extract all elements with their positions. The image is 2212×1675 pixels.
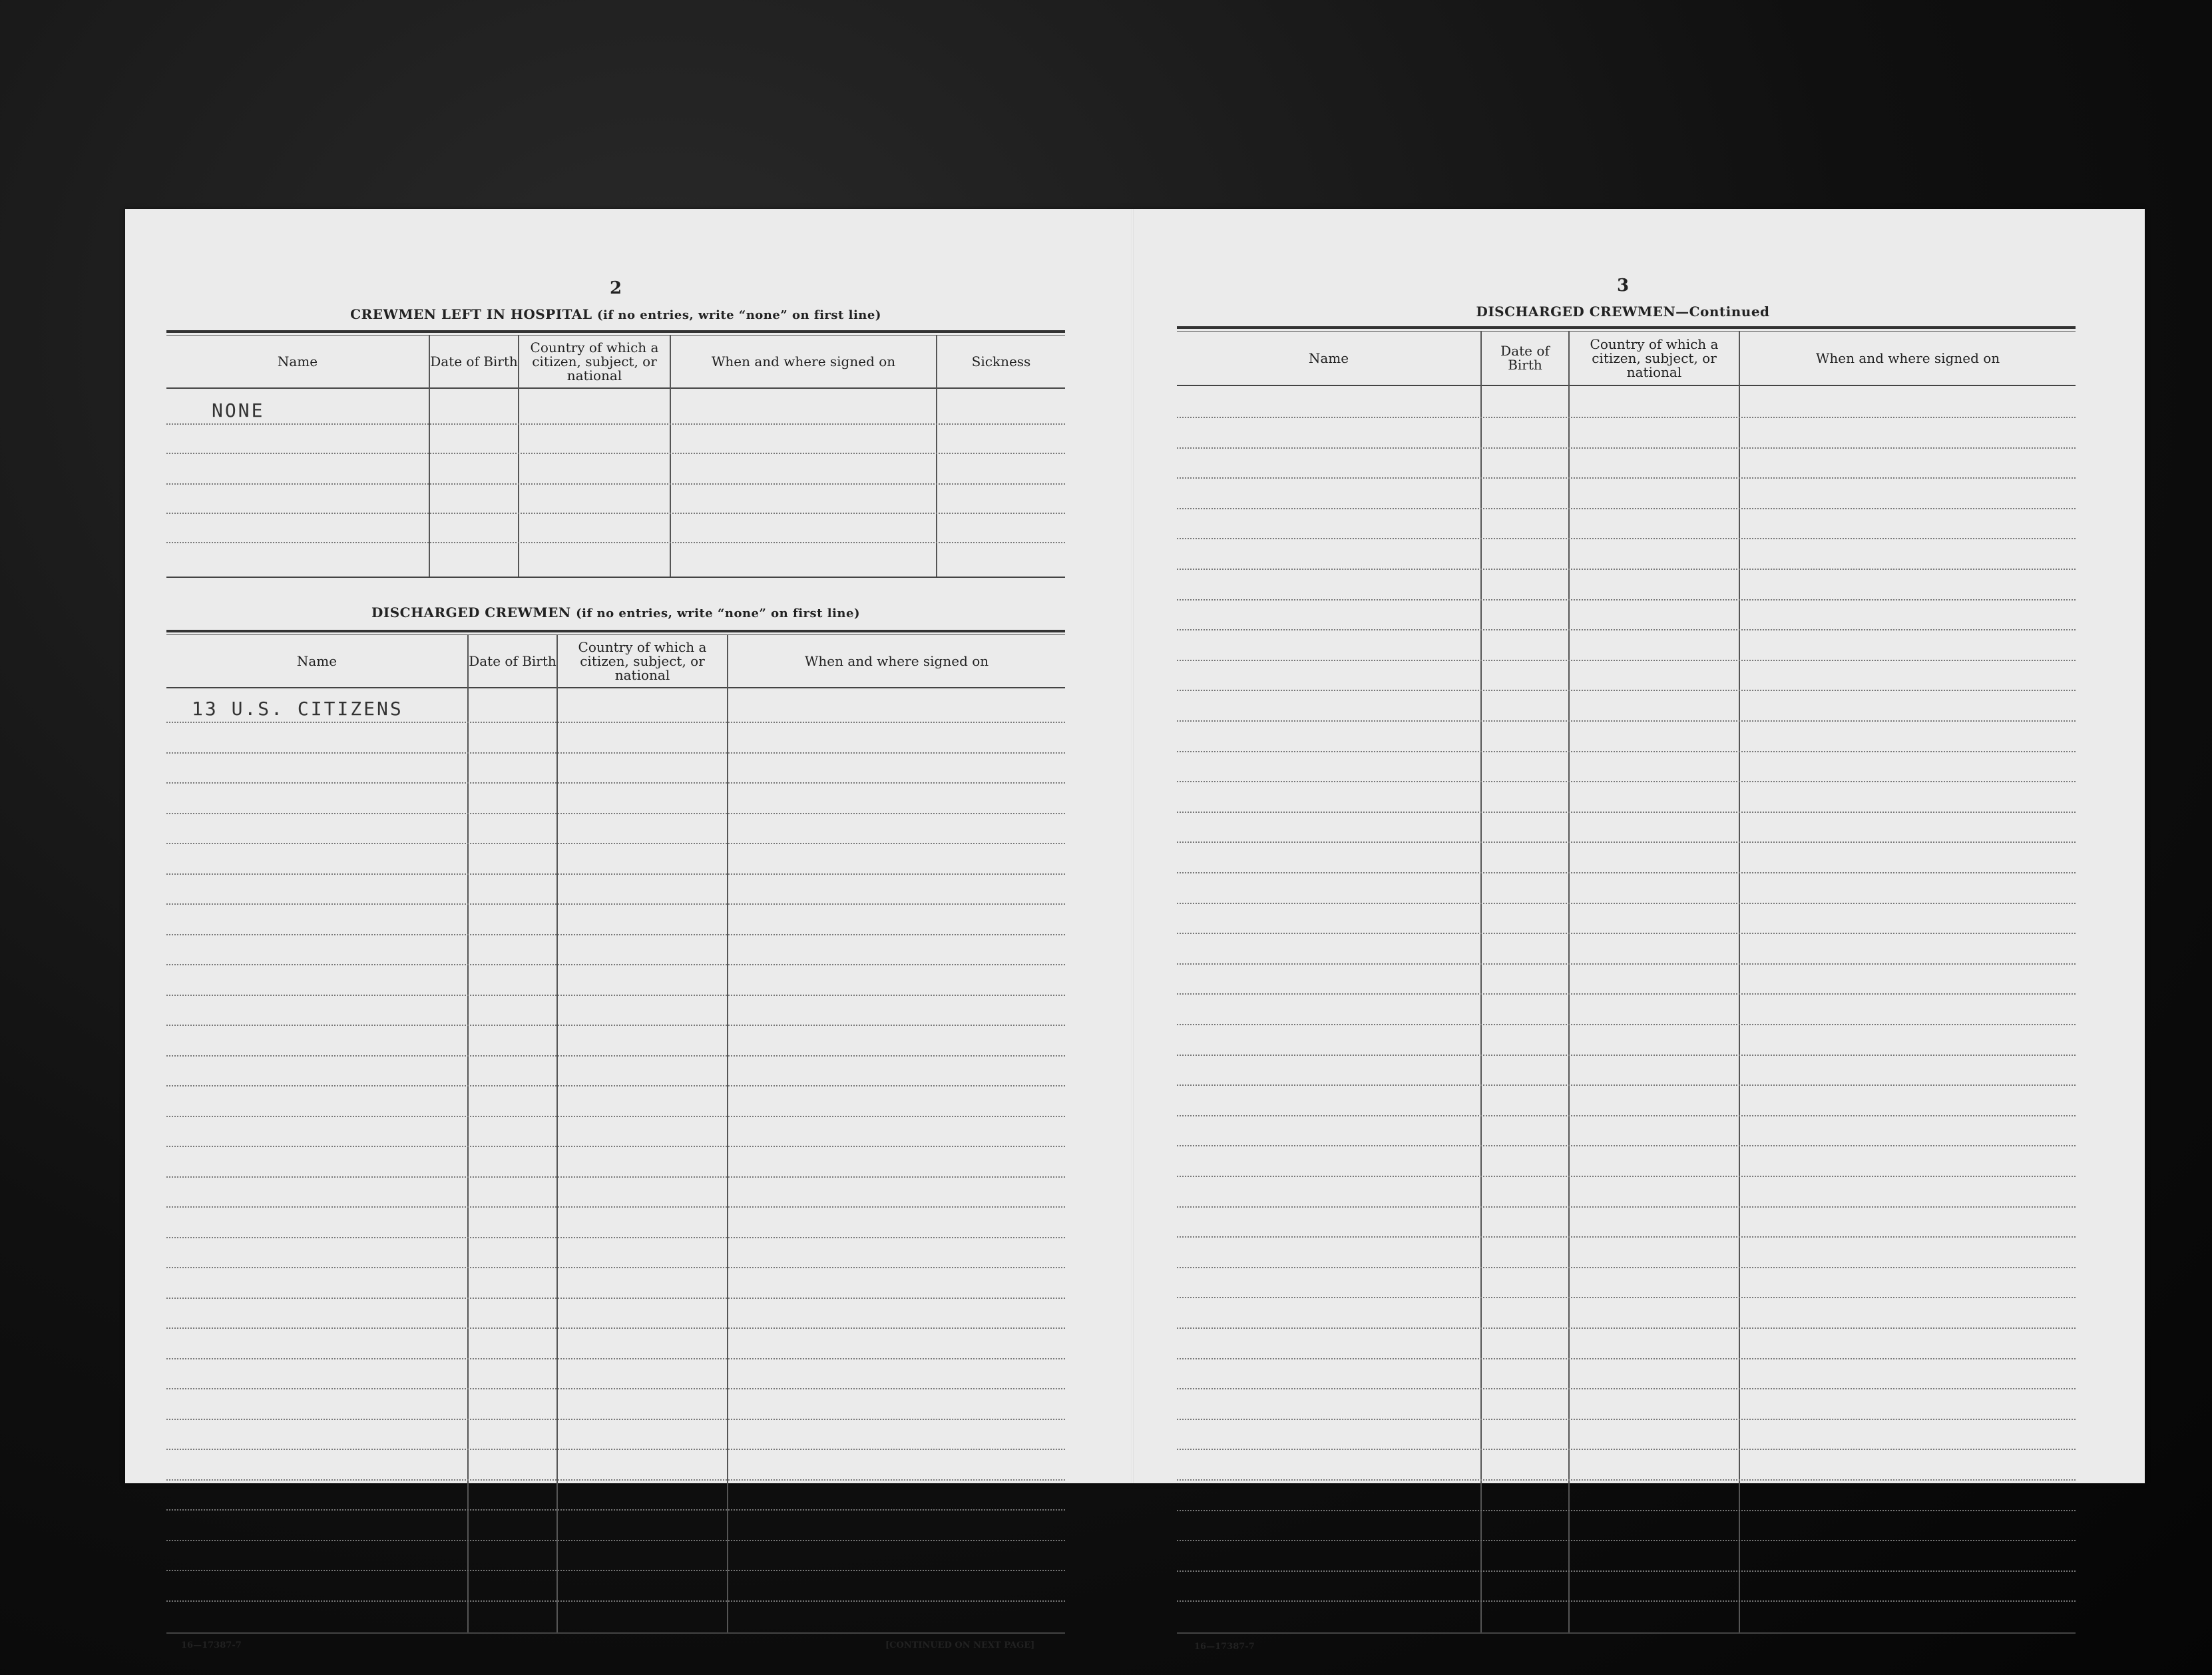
table-row-line xyxy=(1177,872,2076,873)
table-row-line xyxy=(1177,1388,2076,1389)
table-row-line xyxy=(1177,447,2076,449)
column-header-date-of-birth: Date of Birth xyxy=(430,353,518,369)
table-row-line xyxy=(1177,1510,2076,1511)
table-row-line xyxy=(166,453,1065,454)
hospital-instruction: (if no entries, write “none” on first line) xyxy=(596,308,881,322)
table-row-line xyxy=(166,1176,1065,1178)
table-row-line xyxy=(166,1085,1065,1086)
table-row-line xyxy=(1177,903,2076,904)
table-row-line xyxy=(1177,1055,2076,1056)
table-row-line xyxy=(1177,599,2076,600)
table-row-line xyxy=(1177,477,2076,479)
hospital-first-entry: NONE xyxy=(212,399,265,421)
continued-note: [CONTINUED ON NEXT PAGE] xyxy=(885,1640,1035,1650)
table-row-line xyxy=(166,1479,1065,1481)
table-row-line xyxy=(1177,1297,2076,1298)
table-row-line xyxy=(1177,963,2076,965)
table-row-line xyxy=(1177,1600,2076,1602)
table-row-line xyxy=(1177,781,2076,782)
table-row-line xyxy=(1177,690,2076,691)
form-paper xyxy=(125,209,2145,1652)
header-bottom-rule xyxy=(1177,385,2076,386)
discharged-section-title xyxy=(371,604,860,620)
table-row-line xyxy=(166,423,1065,425)
discharged-instruction: (if no entries, write “none” on first line) xyxy=(576,606,860,620)
table-row-line xyxy=(166,1388,1065,1389)
table-row-line xyxy=(166,1055,1065,1057)
table-row-line xyxy=(1177,1358,2076,1359)
table-row-line xyxy=(1177,751,2076,752)
table-row-line xyxy=(1177,720,2076,722)
table-row-line xyxy=(1177,993,2076,995)
column-header-name: Name xyxy=(1308,350,1349,366)
table-row-line xyxy=(1177,660,2076,661)
column-divider xyxy=(727,635,728,1632)
table-top-rule xyxy=(1177,326,2076,329)
table-row-line xyxy=(1177,1236,2076,1238)
table-row-line xyxy=(166,843,1065,844)
discharged-title-text: DISCHARGED CREWMEN xyxy=(371,604,571,620)
column-header-name: Name xyxy=(277,353,318,369)
table-row-line xyxy=(166,903,1065,905)
table-row-line xyxy=(1177,629,2076,630)
column-header-signed-on: When and where signed on xyxy=(711,353,896,369)
table-row-line xyxy=(166,1509,1065,1511)
table-bottom-rule xyxy=(1177,1632,2076,1634)
table-row-line xyxy=(1177,1449,2076,1450)
hospital-section-title xyxy=(350,306,881,322)
table-row-line xyxy=(166,1540,1065,1541)
table-row-line xyxy=(166,873,1065,875)
table-row-line xyxy=(166,483,1065,485)
column-header-name: Name xyxy=(296,652,337,669)
table-row-line xyxy=(166,1206,1065,1208)
table-row-line xyxy=(1177,841,2076,843)
table-row-line xyxy=(166,513,1065,514)
column-header-date-of-birth: Date of Birth xyxy=(469,652,556,669)
table-row-line xyxy=(1177,1479,2076,1481)
column-divider xyxy=(1568,332,1570,1632)
table-row-line xyxy=(1177,417,2076,418)
page-number-left: 2 xyxy=(609,278,622,298)
table-row-line xyxy=(166,752,1065,754)
table-row-line xyxy=(1177,569,2076,570)
column-header-sickness: Sickness xyxy=(971,353,1031,369)
table-row-line xyxy=(166,1419,1065,1420)
table-row-line xyxy=(1177,1024,2076,1025)
table-bottom-rule xyxy=(166,1632,1065,1634)
column-header-date-of-birth: Date of Birth xyxy=(1500,343,1550,373)
column-header-signed-on: When and where signed on xyxy=(1815,350,2000,366)
column-header-country: Country of which a citizen, subject, or national xyxy=(1590,336,1719,380)
column-divider xyxy=(1739,332,1740,1632)
table-top-rule xyxy=(166,630,1065,632)
table-row-line xyxy=(166,1237,1065,1238)
header-bottom-rule xyxy=(166,387,1065,389)
table-bottom-rule xyxy=(166,577,1065,578)
table-top-rule xyxy=(166,330,1065,333)
column-header-country: Country of which a citizen, subject, or national xyxy=(530,339,659,383)
table-row-line xyxy=(1177,812,2076,813)
header-bottom-rule xyxy=(166,687,1065,688)
form-number-right: 16—17387-7 xyxy=(1194,1642,1255,1652)
table-row-line xyxy=(1177,508,2076,509)
table-row-line xyxy=(166,1327,1065,1329)
table-row-line xyxy=(1177,1570,2076,1572)
column-divider xyxy=(556,635,558,1632)
column-divider xyxy=(1480,332,1482,1632)
table-row-line xyxy=(166,1298,1065,1299)
table-row-line xyxy=(166,1146,1065,1147)
table-row-line xyxy=(166,964,1065,965)
table-row-line xyxy=(1177,1267,2076,1268)
table-row-line xyxy=(1177,1176,2076,1177)
column-divider xyxy=(467,635,469,1632)
hospital-title-text: CREWMEN LEFT IN HOSPITAL xyxy=(350,306,592,322)
discharged-continued-title: DISCHARGED CREWMEN—Continued xyxy=(1476,304,1770,320)
discharged-first-entry: 13 U.S. CITIZENS xyxy=(192,698,403,720)
table-row-line xyxy=(166,1267,1065,1268)
table-row-line xyxy=(166,722,1065,723)
table-row-line xyxy=(166,995,1065,996)
table-row-line xyxy=(166,934,1065,935)
table-row-line xyxy=(1177,1419,2076,1420)
table-row-line xyxy=(1177,1540,2076,1541)
table-row-line xyxy=(166,813,1065,814)
table-row-line xyxy=(1177,538,2076,539)
table-row-line xyxy=(166,1449,1065,1450)
column-header-country: Country of which a citizen, subject, or national xyxy=(578,638,707,683)
column-header-signed-on: When and where signed on xyxy=(804,652,989,669)
form-number-left: 16—17387-7 xyxy=(181,1640,242,1650)
table-row-line xyxy=(1177,1115,2076,1116)
table-row-line xyxy=(166,542,1065,543)
table-row-line xyxy=(166,1570,1065,1571)
table-row-line xyxy=(166,1116,1065,1117)
table-row-line xyxy=(1177,1327,2076,1329)
table-row-line xyxy=(166,1025,1065,1026)
table-row-line xyxy=(1177,1084,2076,1086)
table-row-line xyxy=(166,1600,1065,1602)
table-row-line xyxy=(1177,933,2076,934)
page-number-right: 3 xyxy=(1616,276,1630,296)
table-row-line xyxy=(1177,1145,2076,1146)
table-row-line xyxy=(166,782,1065,784)
table-row-line xyxy=(1177,1206,2076,1208)
page-fold xyxy=(1132,209,1134,1483)
table-row-line xyxy=(166,1358,1065,1359)
